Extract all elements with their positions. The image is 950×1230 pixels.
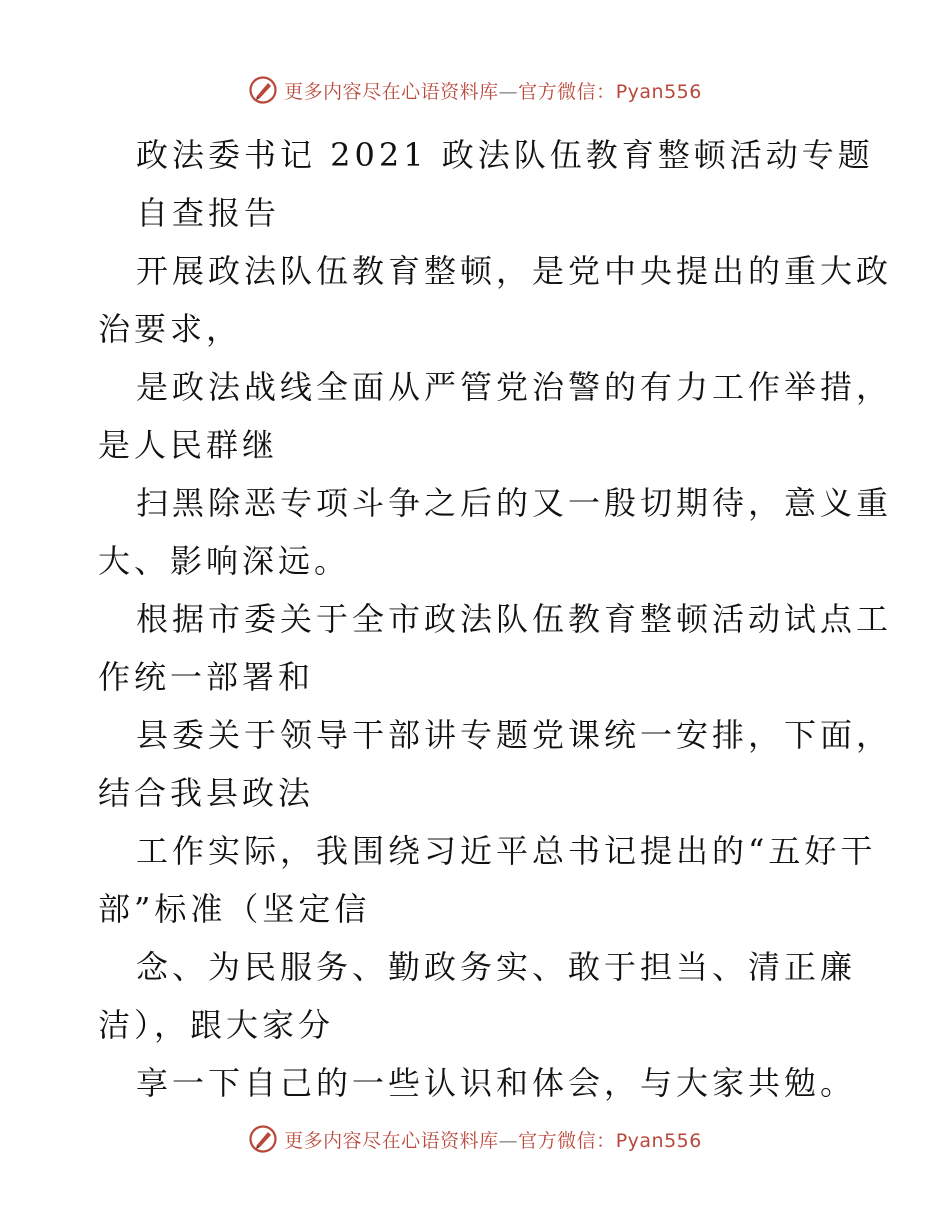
watermark-text bbox=[284, 77, 702, 104]
doc-title-line: 政法委书记 2021 政法队伍教育整顿活动专题 bbox=[136, 136, 874, 174]
paragraph-line: 根据市委关于全市政法队伍教育整顿活动试点工 bbox=[136, 600, 893, 638]
paragraph-line: 工作实际，我围绕习近平总书记提出的“五好干 bbox=[136, 832, 877, 870]
paragraph-line: 享一下自己的一些认识和体会，与大家共勉。 bbox=[136, 1064, 857, 1102]
paragraph-line: 是人民群继 bbox=[98, 426, 279, 464]
watermark-wechat-id: Pyan556 bbox=[615, 1129, 702, 1152]
paragraph-line: 作统一部署和 bbox=[98, 658, 315, 696]
paragraph-line: 结合我县政法 bbox=[98, 774, 315, 812]
paragraph-line: 是政法战线全面从严管党治警的有力工作举措， bbox=[136, 368, 893, 406]
watermark-banner-top bbox=[0, 72, 950, 108]
watermark-banner-bottom bbox=[0, 1121, 950, 1157]
paragraph-line: 治要求， bbox=[98, 310, 243, 348]
paragraph-line: 县委关于领导干部讲专题党课统一安排，下面， bbox=[136, 716, 893, 754]
watermark-text bbox=[284, 1126, 702, 1153]
watermark-dash: — bbox=[498, 80, 519, 103]
watermark-label: 官方微信： bbox=[518, 1129, 616, 1152]
watermark-dash: — bbox=[498, 1129, 519, 1152]
paragraph-line: 念、为民服务、勤政务实、敢于担当、清正廉 bbox=[136, 948, 857, 986]
watermark-site-text: 更多内容尽在心语资料库 bbox=[284, 1129, 499, 1152]
watermark-label: 官方微信： bbox=[518, 80, 616, 103]
doc-title-line: 自查报告 bbox=[136, 194, 281, 232]
document-body bbox=[98, 126, 893, 1112]
paragraph-line: 大、影响深远。 bbox=[98, 542, 351, 580]
paragraph-line: 洁），跟大家分 bbox=[98, 1006, 335, 1044]
paragraph-line: 扫黑除恶专项斗争之后的又一殷切期待，意义重 bbox=[136, 484, 893, 522]
pen-logo-icon bbox=[248, 75, 278, 105]
paragraph-line: 部”标准（坚定信 bbox=[98, 890, 371, 928]
watermark-wechat-id: Pyan556 bbox=[615, 80, 702, 103]
pen-logo-icon bbox=[248, 1124, 278, 1154]
paragraph-line: 开展政法队伍教育整顿，是党中央提出的重大政 bbox=[136, 252, 893, 290]
watermark-site-text: 更多内容尽在心语资料库 bbox=[284, 80, 499, 103]
